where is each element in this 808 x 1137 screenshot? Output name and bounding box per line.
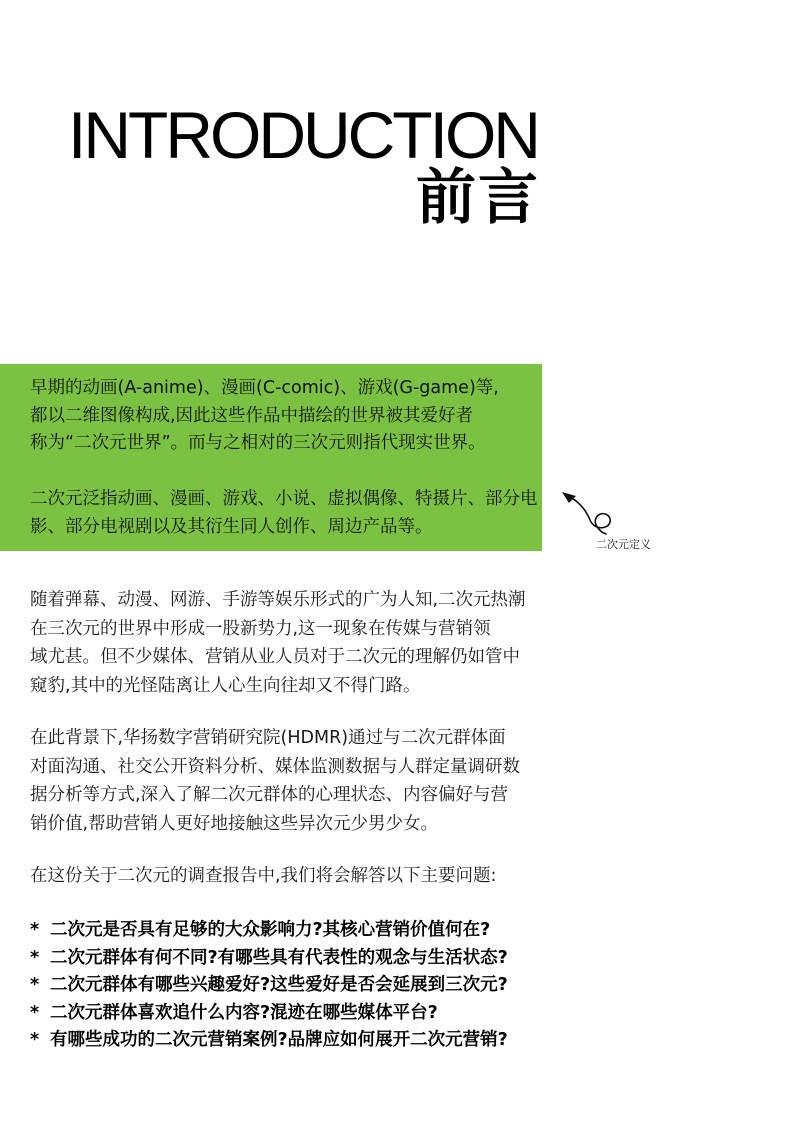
question-text: 二次元是否具有足够的大众影响力?其核心营销价值何在? bbox=[50, 920, 491, 940]
text-line: 都以二维图像构成,因此这些作品中描绘的世界被其爱好者 bbox=[30, 405, 474, 426]
bullet-star: * bbox=[30, 920, 40, 940]
question-text: 二次元群体有何不同?有哪些具有代表性的观念与生活状态? bbox=[50, 947, 508, 968]
page-title-cn: 前言 bbox=[416, 163, 540, 233]
question-item bbox=[30, 917, 508, 945]
bullet-star: * bbox=[30, 1002, 40, 1023]
question-item bbox=[30, 1000, 508, 1028]
question-item bbox=[30, 945, 508, 973]
text-line: 对面沟通、社交公开资料分析、媒体监测数据与人群定量调研数 bbox=[30, 756, 520, 777]
text-line: 销价值,帮助营销人更好地接触这些异次元少男少女。 bbox=[30, 813, 439, 834]
page-title-en: INTRODUCTION bbox=[68, 98, 538, 172]
questions-list bbox=[30, 917, 508, 1055]
text-line: 早期的动画(A-anime)、漫画(C-comic)、游戏(G-game)等, bbox=[30, 378, 499, 398]
annotation-label: 二次元定义 bbox=[596, 538, 651, 551]
text-line: 据分析等方式,深入了解二次元群体的心理状态、内容偏好与营 bbox=[30, 785, 509, 805]
body-paragraph-2 bbox=[30, 724, 520, 838]
question-text: 二次元群体有哪些兴趣爱好?这些爱好是否会延展到三次元? bbox=[50, 975, 508, 995]
intro-paragraph-2 bbox=[30, 486, 538, 541]
body-paragraph-1 bbox=[30, 586, 526, 700]
text-line: 随着弹幕、动漫、网游、手游等娱乐形式的广为人知,二次元热潮 bbox=[30, 590, 526, 610]
bullet-star: * bbox=[30, 975, 40, 995]
bullet-star: * bbox=[30, 1030, 40, 1050]
curly-arrow-icon bbox=[560, 490, 620, 536]
question-text: 有哪些成功的二次元营销案例?品牌应如何展开二次元营销? bbox=[50, 1030, 508, 1050]
text-line: 影、部分电视剧以及其衍生同人创作、周边产品等。 bbox=[30, 516, 433, 537]
question-item bbox=[30, 1027, 508, 1055]
question-text: 二次元群体喜欢追什么内容?混迹在哪些媒体平台? bbox=[50, 1002, 438, 1023]
text-line: 称为“二次元世界”。而与之相对的三次元则指代现实世界。 bbox=[30, 433, 486, 453]
intro-paragraph-1 bbox=[30, 375, 499, 458]
text-line: 在三次元的世界中形成一股新势力,这一现象在传媒与营销领 bbox=[30, 618, 491, 639]
body-paragraph-3 bbox=[30, 862, 496, 891]
text-line: 窥豹,其中的光怪陆离让人心生向往却又不得门路。 bbox=[30, 675, 421, 696]
text-line: 二次元泛指动画、漫画、游戏、小说、虚拟偶像、特摄片、部分电 bbox=[30, 489, 538, 509]
bullet-star: * bbox=[30, 947, 40, 968]
text-line: 在这份关于二次元的调查报告中,我们将会解答以下主要问题: bbox=[30, 866, 497, 886]
text-line: 域尤甚。但不少媒体、营销从业人员对于二次元的理解仍如管中 bbox=[30, 647, 520, 667]
question-item bbox=[30, 972, 508, 1000]
intro-definition-box bbox=[0, 364, 542, 551]
text-line: 在此背景下,华扬数字营销研究院(HDMR)通过与二次元群体面 bbox=[30, 728, 506, 748]
